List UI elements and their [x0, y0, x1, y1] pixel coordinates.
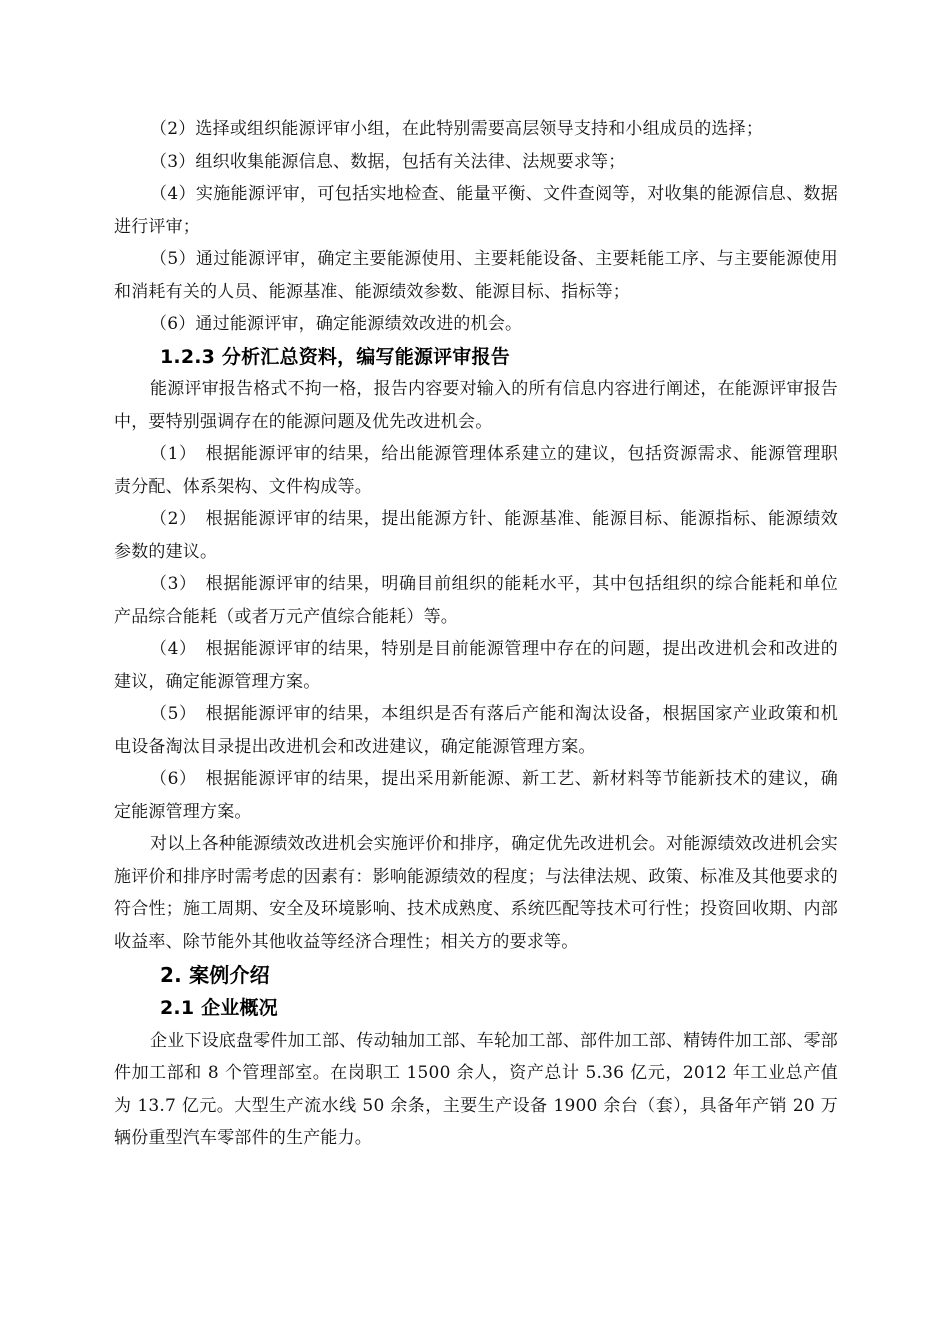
paragraph-report-item-5: （5） 根据能源评审的结果，本组织是否有落后产能和淘汰设备，根据国家产业政策和机电设备淘汰目录提出改进机会和改进建议，确定能源管理方案。 [114, 704, 838, 757]
paragraph-step-3: （3）组织收集能源信息、数据，包括有关法律、法规要求等； [150, 151, 626, 172]
heading-1-2-3: 1.2.3 分析汇总资料，编写能源评审报告 [160, 345, 510, 368]
paragraph-report-item-1: （1） 根据能源评审的结果，给出能源管理体系建立的建议，包括资源需求、能源管理职责分配、体系架构、文件构成等。 [114, 444, 838, 497]
paragraph-report-item-4: （4） 根据能源评审的结果，特别是目前能源管理中存在的问题，提出改进机会和改进的建议，确定能源管理方案。 [114, 639, 838, 692]
document-body [114, 113, 838, 1155]
paragraph-company-overview: 企业下设底盘零件加工部、传动轴加工部、车轮加工部、部件加工部、精铸件加工部、零部件加工部和 8 个管理部室。在岗职工 1500 余人，资产总计 5.36 亿元，2012 年工业总产值为 13.7 亿元。大型生产流水线 50 余条，主要生产设备 1900 余台（套），具备年产销 20 万辆份重型汽车零部件的生产能力。 [114, 1030, 838, 1148]
heading-2-case-intro: 2. 案例介绍 [160, 963, 270, 987]
paragraph-report-item-2: （2） 根据能源评审的结果，提出能源方针、能源基准、能源目标、能源指标、能源绩效参数的建议。 [114, 509, 838, 562]
paragraph-step-2: （2）选择或组织能源评审小组，在此特别需要高层领导支持和小组成员的选择； [150, 119, 764, 139]
paragraph-report-item-3: （3） 根据能源评审的结果，明确目前组织的能耗水平，其中包括组织的综合能耗和单位产品综合能耗（或者万元产值综合能耗）等。 [114, 574, 838, 627]
heading-2-1-company-overview: 2.1 企业概况 [160, 997, 278, 1019]
paragraph-report-closing: 对以上各种能源绩效改进机会实施评价和排序，确定优先改进机会。对能源绩效改进机会实施评价和排序时需考虑的因素有：影响能源绩效的程度；与法律法规、政策、标准及其他要求的符合性；施工周期、安全及环境影响、技术成熟度、系统匹配等技术可行性；投资回收期、内部收益率、除节能外其他收益等经济合理性；相关方的要求等。 [114, 834, 838, 952]
paragraph-report-intro: 能源评审报告格式不拘一格，报告内容要对输入的所有信息内容进行阐述，在能源评审报告中，要特别强调存在的能源问题及优先改进机会。 [114, 379, 838, 432]
paragraph-report-item-6: （6） 根据能源评审的结果，提出采用新能源、新工艺、新材料等节能新技术的建议，确定能源管理方案。 [114, 769, 838, 822]
paragraph-step-5: （5）通过能源评审，确定主要能源使用、主要耗能设备、主要耗能工序、与主要能源使用和消耗有关的人员、能源基准、能源绩效参数、能源目标、指标等； [114, 249, 838, 302]
paragraph-step-6: （6）通过能源评审，确定能源绩效改进的机会。 [150, 314, 523, 334]
paragraph-step-4: （4）实施能源评审，可包括实地检查、能量平衡、文件查阅等，对收集的能源信息、数据进行评审； [114, 184, 838, 237]
